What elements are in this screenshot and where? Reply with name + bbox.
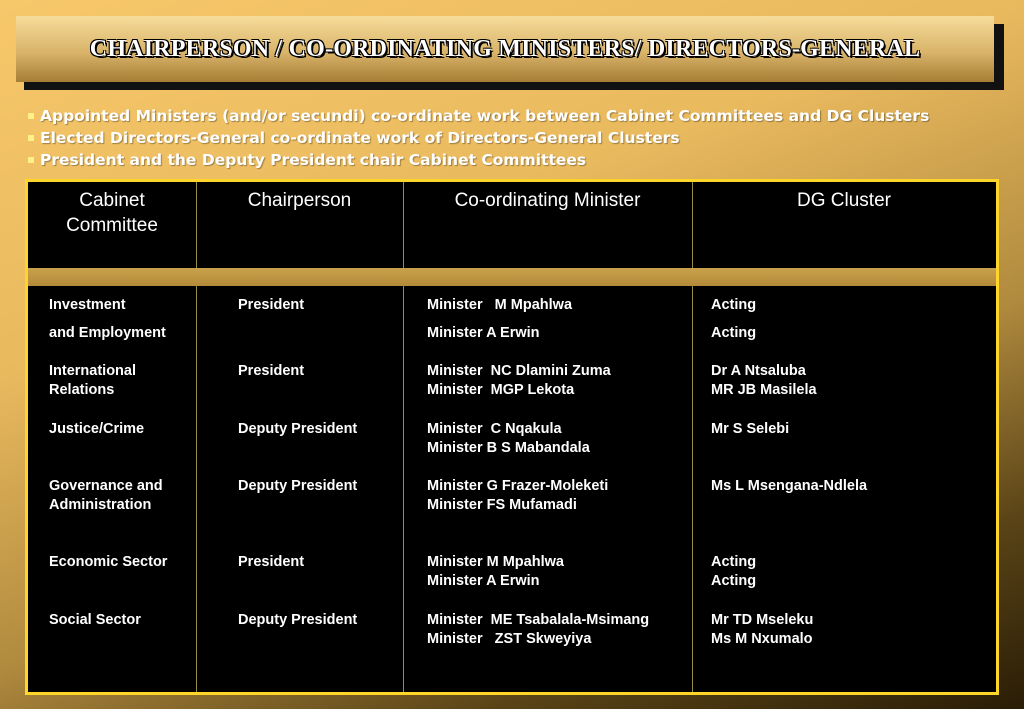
square-bullet-icon — [28, 113, 34, 119]
minister-cell — [427, 477, 608, 515]
chairperson-cell — [238, 296, 304, 315]
cell-line: Economic Sector — [49, 554, 168, 570]
committee-cell — [49, 611, 141, 630]
header-cabinet-committee — [28, 188, 196, 238]
chairperson-cell — [238, 477, 357, 496]
minister-cell — [427, 296, 572, 315]
cell-line: Investment — [49, 297, 126, 313]
header-coordinating-minister: Co-ordinating Minister — [454, 190, 641, 211]
cell-line: Mr TD Mseleku — [711, 612, 814, 628]
cell-line: Deputy President — [238, 478, 358, 494]
bullet-text: President and the Deputy President chair Cabinet Committees — [40, 151, 587, 169]
cluster-cell — [711, 362, 817, 400]
bullet-item — [28, 128, 1008, 150]
minister-cell — [427, 553, 564, 591]
cluster-cell — [711, 420, 789, 439]
chairperson-cell — [238, 362, 304, 381]
committee-cell — [49, 420, 144, 439]
cell-line: Justice/Crime — [49, 421, 145, 437]
cell-line: Minister C Nqakula — [427, 421, 562, 437]
square-bullet-icon — [28, 157, 34, 163]
page-title: CHAIRPERSON / CO-ORDINATING MINISTERS/ DIRECTORS-GENERAL — [89, 35, 921, 62]
title-banner — [16, 16, 994, 82]
cell-line: Social Sector — [49, 612, 141, 628]
bullet-item — [28, 150, 1008, 172]
square-bullet-icon — [28, 135, 34, 141]
table-body — [28, 286, 996, 692]
cell-line: Acting — [711, 554, 757, 570]
cell-line: Ms M Nxumalo — [711, 631, 813, 647]
cluster-cell — [711, 296, 756, 315]
cell-line: Minister MGP Lekota — [427, 382, 575, 398]
cell-line: Acting — [711, 573, 757, 589]
header-separator-band — [28, 268, 996, 286]
header-dg-cluster: DG Cluster — [797, 190, 891, 211]
committee-cell — [49, 324, 166, 343]
cell-line: Minister A Erwin — [427, 325, 540, 341]
chairperson-cell — [238, 611, 357, 630]
cell-line: Minister ME Tsabalala-Msimang — [427, 612, 650, 628]
minister-cell — [427, 611, 649, 649]
cell-line: and Employment — [49, 325, 166, 341]
cluster-cell — [711, 324, 756, 343]
bullet-text: Appointed Ministers (and/or secundi) co-ordinate work between Cabinet Committees and DG Clusters — [40, 107, 930, 125]
committee-cell — [49, 553, 167, 572]
committee-table — [25, 179, 999, 695]
cell-line: Acting — [711, 325, 757, 341]
cell-line: Governance and — [49, 478, 163, 494]
cell-line: MR JB Masilela — [711, 382, 817, 398]
cell-line: Ms L Msengana-Ndlela — [711, 478, 868, 494]
header-committee-line-1: Cabinet — [79, 190, 145, 211]
chairperson-cell — [238, 324, 242, 343]
cell-line: Deputy President — [238, 421, 358, 437]
table-header — [28, 182, 996, 268]
cell-line: Minister G Frazer-Moleketi — [427, 478, 609, 494]
cell-line: Minister B S Mabandala — [427, 440, 590, 456]
chairperson-cell — [238, 553, 304, 572]
cell-line: Minister FS Mufamadi — [427, 497, 577, 513]
bullet-text: Elected Directors-General co-ordinate work of Directors-General Clusters — [40, 129, 680, 147]
cell-line: Minister ZST Skweyiya — [427, 631, 592, 647]
header-committee-line-2: Committee — [66, 215, 158, 236]
cell-line: Minister M Mpahlwa — [427, 297, 573, 313]
cell-line: Dr A Ntsaluba — [711, 363, 806, 379]
bullet-item — [28, 106, 1008, 128]
cell-line — [238, 324, 242, 343]
chairperson-cell — [238, 420, 357, 439]
committee-cell — [49, 477, 163, 515]
header-chairperson: Chairperson — [247, 190, 352, 211]
cell-line: President — [238, 363, 305, 379]
cell-line: Minister NC Dlamini Zuma — [427, 363, 611, 379]
minister-cell — [427, 420, 590, 458]
cell-line: Minister M Mpahlwa — [427, 554, 564, 570]
minister-cell — [427, 324, 540, 343]
cell-line: Relations — [49, 382, 115, 398]
committee-cell — [49, 362, 136, 400]
cell-line: Minister A Erwin — [427, 573, 540, 589]
cell-line: President — [238, 554, 305, 570]
cell-line: Mr S Selebi — [711, 421, 790, 437]
committee-cell — [49, 296, 126, 315]
cluster-cell — [711, 553, 756, 591]
cluster-cell — [711, 477, 867, 496]
cell-line: President — [238, 297, 305, 313]
cell-line: Deputy President — [238, 612, 358, 628]
minister-cell — [427, 362, 611, 400]
cell-line: Acting — [711, 297, 757, 313]
cluster-cell — [711, 611, 813, 649]
bullet-list — [28, 106, 1008, 172]
cell-line: International — [49, 363, 137, 379]
cell-line: Administration — [49, 497, 152, 513]
